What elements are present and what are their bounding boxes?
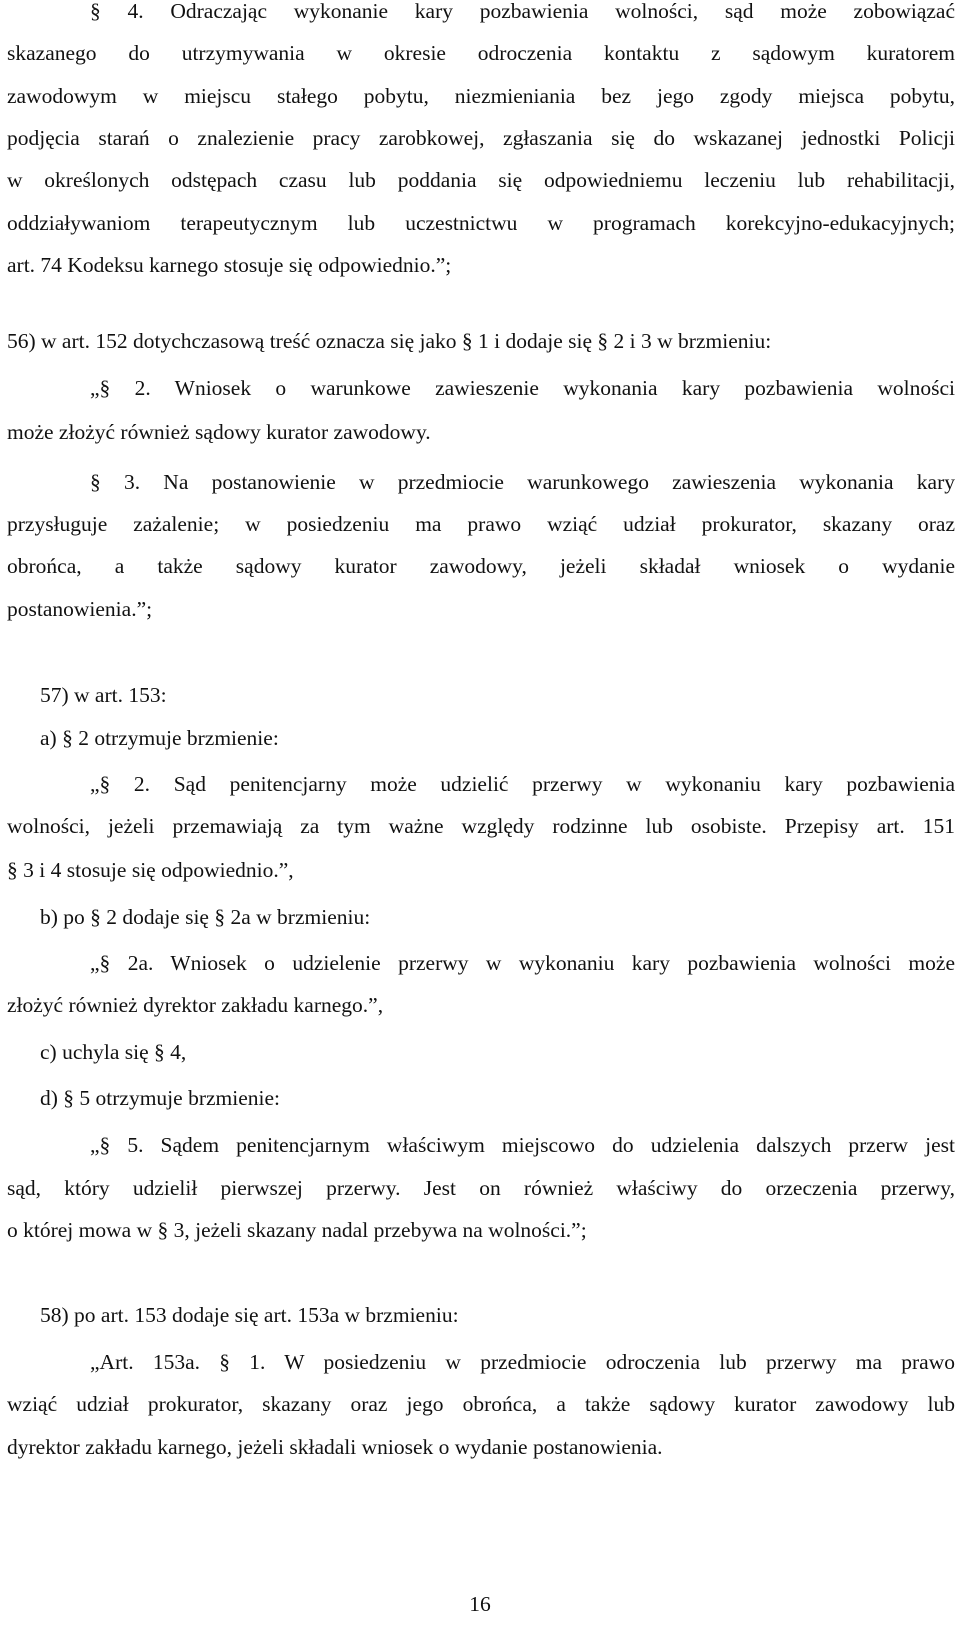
text-line: postanowienia.”;: [7, 597, 153, 621]
text-line: b) po § 2 dodaje się § 2a w brzmieniu:: [40, 905, 371, 929]
text-line: § 3. Na postanowienie w przedmiocie warunkowego zawieszenia wykonania kary: [90, 470, 955, 494]
text-line: „Art. 153a. § 1. W posiedzeniu w przedmiocie odroczenia lub przerwy ma prawo: [90, 1350, 955, 1374]
text-line: przysługuje zażalenie; w posiedzeniu ma prawo wziąć udział prokurator, skazany oraz: [7, 512, 955, 536]
text-line: oddziaływaniom terapeutycznym lub uczestnictwu w programach korekcyjno-edukacyjnych;: [7, 211, 955, 235]
text-line: w określonych odstępach czasu lub poddania się odpowiedniemu leczeniu lub rehabilitacji,: [7, 168, 955, 192]
page-number: 16: [469, 1592, 491, 1616]
text-line: skazanego do utrzymywania w okresie odroczenia kontaktu z sądowym kuratorem: [7, 41, 955, 65]
amendment-point-58: 58) po art. 153 dodaje się art. 153a w brzmieniu:: [40, 1303, 459, 1327]
text-line: dyrektor zakładu karnego, jeżeli składali wniosek o wydanie postanowienia.: [7, 1435, 663, 1459]
text-line: a) § 2 otrzymuje brzmienie:: [40, 726, 279, 750]
text-line: § 3 i 4 stosuje się odpowiednio.”,: [7, 858, 294, 882]
text-line: „§ 5. Sądem penitencjarnym właściwym miejscowo do udzielenia dalszych przerw jest: [90, 1133, 955, 1157]
text-line: „§ 2. Sąd penitencjarny może udzielić przerwy w wykonaniu kary pozbawienia: [90, 772, 955, 796]
text-line: c) uchyla się § 4,: [40, 1040, 187, 1064]
text-line: sąd, który udzielił pierwszej przerwy. Jest on również właściwy do orzeczenia przerwy,: [7, 1176, 955, 1200]
amendment-point-56: 56) w art. 152 dotychczasową treść oznacza się jako § 1 i dodaje się § 2 i 3 w brzmieniu:: [7, 329, 772, 353]
text-line: d) § 5 otrzymuje brzmienie:: [40, 1086, 281, 1110]
text-line: zawodowym w miejscu stałego pobytu, niezmieniania bez jego zgody miejsca pobytu,: [7, 84, 955, 108]
amendment-point-57: 57) w art. 153:: [40, 683, 167, 707]
text-line: obrońca, a także sądowy kurator zawodowy, jeżeli składał wniosek o wydanie: [7, 554, 955, 578]
text-line: art. 74 Kodeksu karnego stosuje się odpowiednio.”;: [7, 253, 452, 277]
text-line: wolności, jeżeli przemawiają za tym ważne względy rodzinne lub osobiste. Przepisy art. 151: [7, 814, 955, 838]
text-line: o której mowa w § 3, jeżeli skazany nadal przebywa na wolności.”;: [7, 1218, 587, 1242]
text-line: złożyć również dyrektor zakładu karnego.”,: [7, 993, 384, 1017]
text-line: „§ 2a. Wniosek o udzielenie przerwy w wykonaniu kary pozbawienia wolności może: [90, 951, 955, 975]
text-line: „§ 2. Wniosek o warunkowe zawieszenie wykonania kary pozbawienia wolności: [90, 376, 955, 400]
text-line: wziąć udział prokurator, skazany oraz jego obrońca, a także sądowy kurator zawodowy lub: [7, 1392, 955, 1416]
text-line: podjęcia starań o znalezienie pracy zarobkowej, zgłaszania się do wskazanej jednostki Policji: [7, 126, 955, 150]
text-line: może złożyć również sądowy kurator zawodowy.: [7, 420, 431, 444]
text-line: § 4. Odraczając wykonanie kary pozbawienia wolności, sąd może zobowiązać: [90, 0, 955, 23]
